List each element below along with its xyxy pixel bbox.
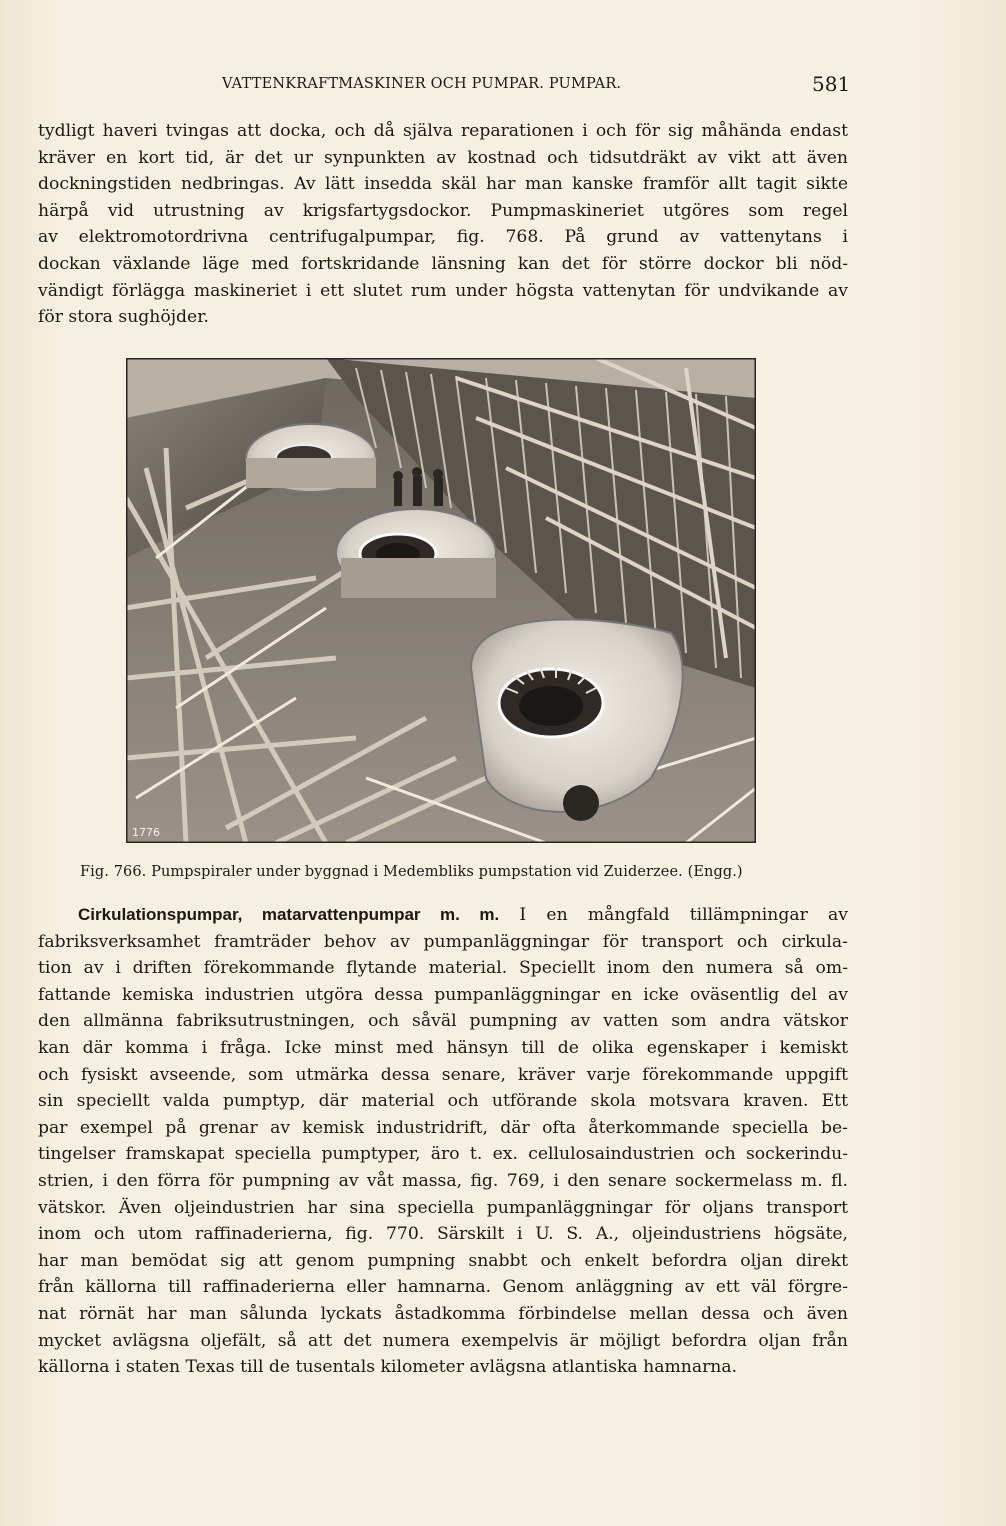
text-run: I en mångfald tillämpningar av [519,905,848,925]
text-line: av elektromotordrivna centrifugalpumpar, fig. 768. På grund av vattenytans i [38,227,848,248]
text-line: dockan växlande läge med fortskridande länsning kan det för större dockor bli nöd- [38,253,848,274]
text-line-with-heading [38,902,848,929]
figure-caption: Fig. 766. Pumpspiraler under byggnad i Medembliks pumpstation vid Zuiderzee. (Engg.) [80,864,743,880]
running-head: VATTENKRAFTMASKINER OCH PUMPAR. PUMPAR. [222,76,622,92]
text-line: kan där komma i fråga. Icke minst med hänsyn till de olika egenskaper i kemiskt [38,1037,848,1058]
text-line: och fysiskt avseende, som utmärka dessa senare, kräver varje förekommande uppgift [38,1064,848,1085]
figure-photo-pump-spirals [126,358,756,843]
text-line: från källorna till raffinaderierna eller hamnarna. Genom anläggning av ett väl förgre- [38,1277,848,1298]
text-line: tydligt haveri tvingas att docka, och då själva reparationen i och för sig måhända endast [38,121,848,141]
text-line: vändigt förlägga maskineriet i ett slutet rum under högsta vattenytan för undvikande av [38,280,848,301]
construction-photo [126,358,756,843]
plate-number: 1776 [132,826,160,839]
text-line: strien, i den förra för pumpning av våt massa, fig. 769, i den senare sockermelass m. fl. [38,1170,848,1191]
text-line: nat rörnät har man sålunda lyckats åstadkomma förbindelse mellan dessa och även [38,1303,848,1324]
text-line: kräver en kort tid, är det ur synpunkten av kostnad och tidsutdräkt av vikt att även [38,147,848,168]
text-line: vätskor. Även oljeindustrien har sina speciella pumpanläggningar för oljans transport [38,1197,848,1218]
text-line: härpå vid utrustning av krigsfartygsdockor. Pumpmaskineriet utgöres som regel [38,200,848,221]
section-heading: Cirkulationspumpar, matarvattenpumpar m. m. [78,905,500,924]
text-line: fattande kemiska industrien utgöra dessa pumpanläggningar en icke oväsentlig del av [38,984,848,1005]
paragraph-2 [38,902,848,1381]
page-number: 581 [812,72,851,96]
text-line: sin speciellt valda pumptyp, där material och utförande skola motsvara kraven. Ett [38,1091,848,1112]
paragraph-1 [38,118,848,331]
text-line: tingelser framskapat speciella pumptyper, äro t. ex. cellulosaindustrien och sockerindu- [38,1144,848,1165]
text-line: fabriksverksamhet framträder behov av pumpanläggningar för transport och cirkula- [38,931,848,952]
text-line: mycket avlägsna oljefält, så att det numera exempelvis är möjligt befordra oljan från [38,1330,848,1351]
text-line: för stora sughöjder. [38,307,209,328]
text-line: den allmänna fabriksutrustningen, och såväl pumpning av vatten som andra vätskor [38,1011,848,1032]
workers [393,467,443,506]
text-line: inom och utom raffinaderierna, fig. 770. Särskilt i U. S. A., oljeindustriens högsäte, [38,1224,848,1245]
pump-spiral-2 [336,509,496,598]
text-line: källorna i staten Texas till de tusentals kilometer avlägsna atlantiska hamnarna. [38,1357,738,1378]
text-line: har man bemödat sig att genom pumpning snabbt och enkelt befordra oljan direkt [38,1250,848,1271]
text-line: par exempel på grenar av kemisk industridrift, där ofta återkommande speciella be- [38,1117,848,1138]
text-line: tion av i driften förekommande flytande material. Speciellt inom den numera så om- [38,958,848,979]
text-line: dockningstiden nedbringas. Av lätt insedda skäl har man kanske framför allt tagit sikte [38,174,848,195]
pump-spiral-1 [246,424,376,492]
